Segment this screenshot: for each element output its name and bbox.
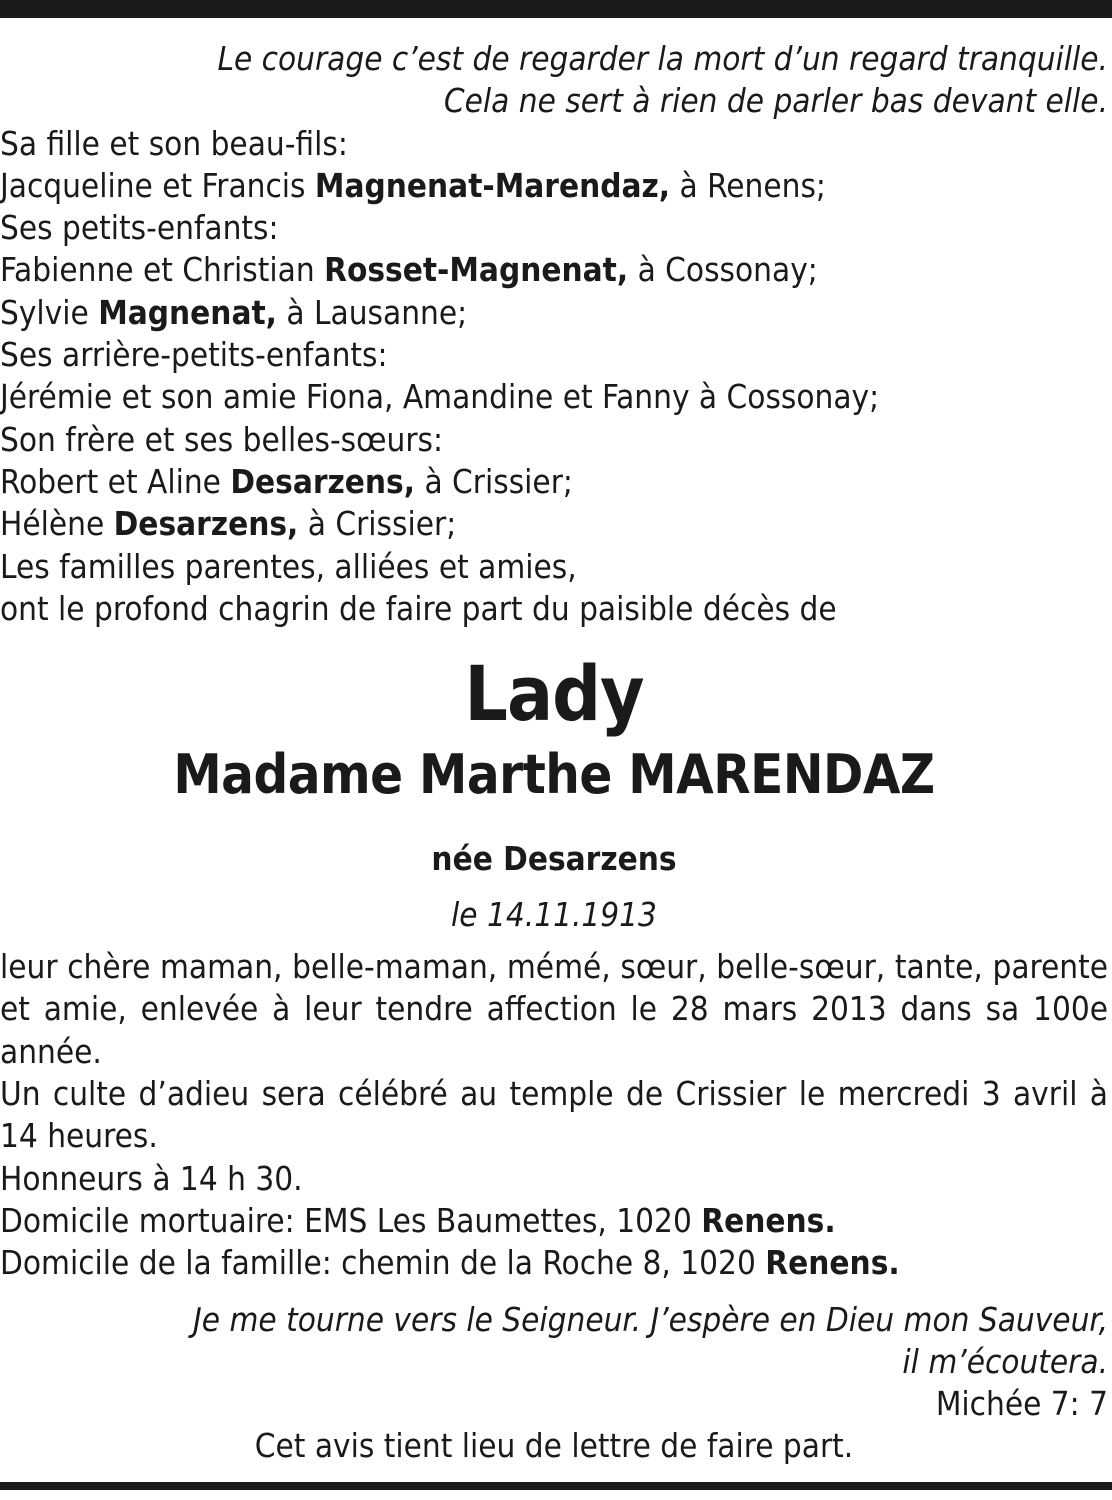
family-member: Fabienne et Christian Rosset-Magnenat, à Cossonay;: [0, 250, 818, 290]
obituary-notice: [0, 38, 1108, 1500]
town-name: Renens.: [701, 1200, 836, 1240]
deceased-block: [0, 646, 1108, 936]
family-member: Jacqueline et Francis Magnenat-Marendaz, à Renens;: [0, 165, 826, 205]
closing-quote-line: Je me tourne vers le Seigneur. J’espère en Dieu mon Sauveur,: [193, 1299, 1108, 1339]
family-member: Sylvie Magnenat, à Lausanne;: [0, 292, 468, 332]
closing-quote-line: il m’écoutera.: [902, 1341, 1108, 1381]
closing-quote: [0, 1299, 1108, 1426]
family-member: Robert et Aline Desarzens, à Crissier;: [0, 461, 573, 501]
opening-quote: [0, 38, 1108, 123]
notice-paragraph: leur chère maman, belle-maman, mémé, sœur, belle-sœur, tante, parente et amie, enlevée à leur tendre affection le 28 mars 2013 dans sa 100e année.: [0, 947, 1108, 1071]
family-list: [0, 123, 1108, 631]
birth-date: le 14.11.1913: [451, 895, 657, 935]
mortuary-address: Domicile mortuaire: EMS Les Baumettes, 1020 Renens.: [0, 1200, 836, 1240]
announcement-line: ont le profond chagrin de faire part du paisible décès de: [0, 588, 837, 628]
family-heading: Ses petits-enfants:: [0, 208, 279, 248]
deceased-full-name: Madame Marthe MARENDAZ: [173, 743, 935, 807]
top-rule: [0, 0, 1112, 18]
bottom-rule: [0, 1482, 1112, 1490]
family-surname: Magnenat-Marendaz,: [314, 165, 671, 205]
family-surname: Desarzens,: [230, 461, 416, 501]
deceased-nickname: Lady: [464, 649, 644, 739]
notice-body: [0, 946, 1108, 1284]
service-paragraph: Un culte d’adieu sera célébré au temple de Crissier le mercredi 3 avril à 14 heures.: [0, 1074, 1108, 1156]
family-surname: Magnenat,: [98, 292, 277, 332]
family-surname: Desarzens,: [113, 504, 299, 544]
bible-citation: Michée 7: 7: [935, 1384, 1108, 1424]
family-member: Hélène Desarzens, à Crissier;: [0, 504, 457, 544]
family-heading: Sa fille et son beau-fils:: [0, 123, 348, 163]
family-line: Les familles parentes, alliées et amies,: [0, 546, 577, 586]
maiden-name: née Desarzens: [431, 839, 677, 879]
opening-quote-line: Cela ne sert à rien de parler bas devant elle.: [443, 81, 1108, 121]
family-surname: Rosset-Magnenat,: [324, 250, 629, 290]
opening-quote-line: Le courage c’est de regarder la mort d’un regard tranquille.: [217, 39, 1108, 78]
town-name: Renens.: [765, 1243, 900, 1283]
family-heading: Son frère et ses belles-sœurs:: [0, 419, 444, 459]
family-heading: Ses arrière-petits-enfants:: [0, 335, 388, 375]
honours-line: Honneurs à 14 h 30.: [0, 1158, 303, 1198]
closing-note: Cet avis tient lieu de lettre de faire part.: [254, 1426, 854, 1466]
family-member: Jérémie et son amie Fiona, Amandine et Fanny à Cossonay;: [0, 377, 880, 417]
family-address: Domicile de la famille: chemin de la Roche 8, 1020 Renens.: [0, 1243, 900, 1283]
